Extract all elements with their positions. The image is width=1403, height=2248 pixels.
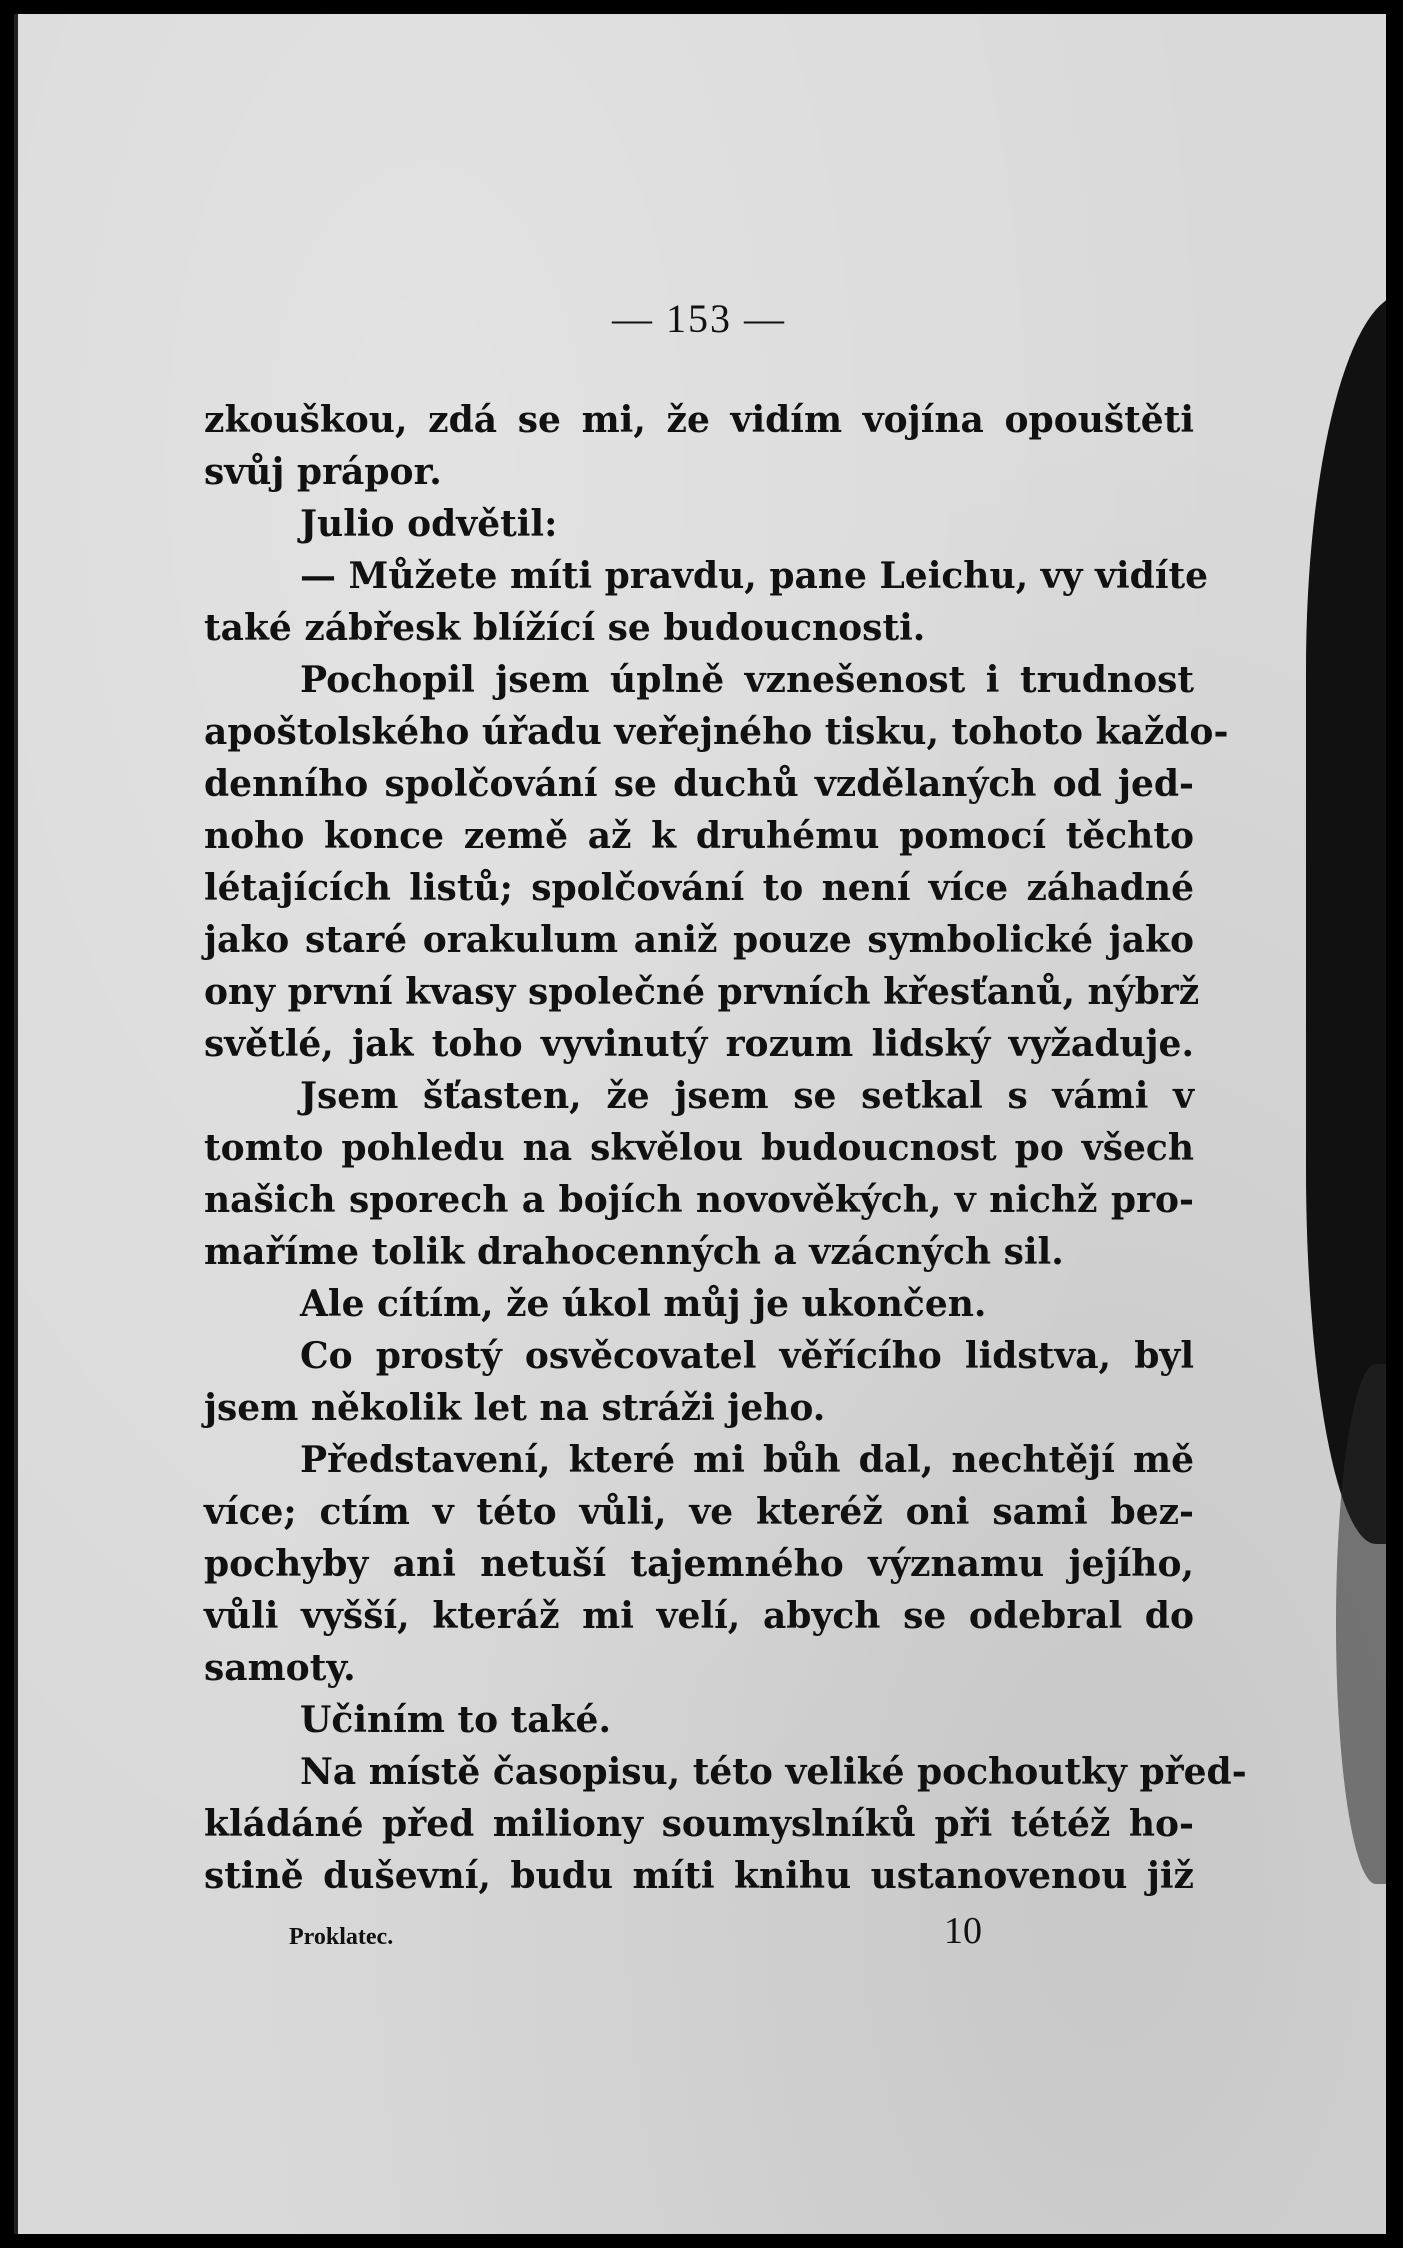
text-line: samoty. [204, 1647, 356, 1689]
text-line: více; ctím v této vůli, ve kteréž oni sami bez- [204, 1491, 1194, 1533]
text-line: ony první kvasy společné prvních křesťanů, nýbrž [204, 971, 1200, 1013]
page-number: — 153 — [612, 296, 786, 341]
text-line: Co prostý osvěcovatel věřícího lidstva, byl [300, 1335, 1194, 1377]
text-line: svůj prápor. [204, 451, 442, 493]
text-line: také zábřesk blížící se budoucnosti. [204, 607, 926, 649]
text-line: kládáné před miliony soumyslníků při tétéž ho- [204, 1803, 1194, 1845]
text-line: pochyby ani netuší tajemného významu jejího, [204, 1543, 1194, 1585]
text-line: noho konce země až k druhému pomocí těchto [204, 815, 1194, 857]
text-line: Jsem šťasten, že jsem se setkal s vámi v [300, 1075, 1194, 1117]
text-line: maříme tolik drahocenných a vzácných sil. [204, 1231, 1064, 1273]
text-line: jsem několik let na stráži jeho. [204, 1387, 826, 1429]
text-line: zkouškou, zdá se mi, že vidím vojína opouštěti [204, 399, 1194, 441]
text-line: tomto pohledu na skvělou budoucnost po všech [204, 1127, 1194, 1169]
text-line: Julio odvětil: [300, 503, 558, 545]
text-line: jako staré orakulum aniž pouze symbolické jako [204, 919, 1194, 961]
footer-sheet-number: 10 [944, 1910, 982, 1952]
text-line: Ale cítím, že úkol můj je ukončen. [300, 1283, 987, 1325]
footer-signature: Proklatec. [289, 1924, 394, 1950]
text-line: Představení, které mi bůh dal, nechtějí mě [300, 1439, 1194, 1481]
text-line: vůli vyšší, kteráž mi velí, abych se odebral do [204, 1595, 1194, 1637]
text-line: světlé, jak toho vyvinutý rozum lidský vyžaduje. [204, 1023, 1194, 1065]
page-spine-shadow [14, 14, 18, 2234]
page-edge-shadow [1306, 294, 1386, 1544]
text-line: denního spolčování se duchů vzdělaných od jed- [204, 763, 1194, 805]
text-line: našich sporech a bojích novověkých, v nichž pro- [204, 1179, 1194, 1221]
text-line: Učiním to také. [300, 1699, 611, 1741]
text-line: apoštolského úřadu veřejného tisku, tohoto každo- [204, 711, 1229, 753]
text-line: létajících listů; spolčování to není více záhadné [204, 867, 1194, 909]
text-line: stině duševní, budu míti knihu ustanovenou již [204, 1855, 1194, 1897]
book-page [14, 14, 1386, 2234]
text-line: Na místě časopisu, této veliké pochoutky před- [300, 1751, 1247, 1793]
text-line: Pochopil jsem úplně vznešenost i trudnost [300, 659, 1194, 701]
text-line: — Můžete míti pravdu, pane Leichu, vy vidíte [300, 555, 1209, 597]
